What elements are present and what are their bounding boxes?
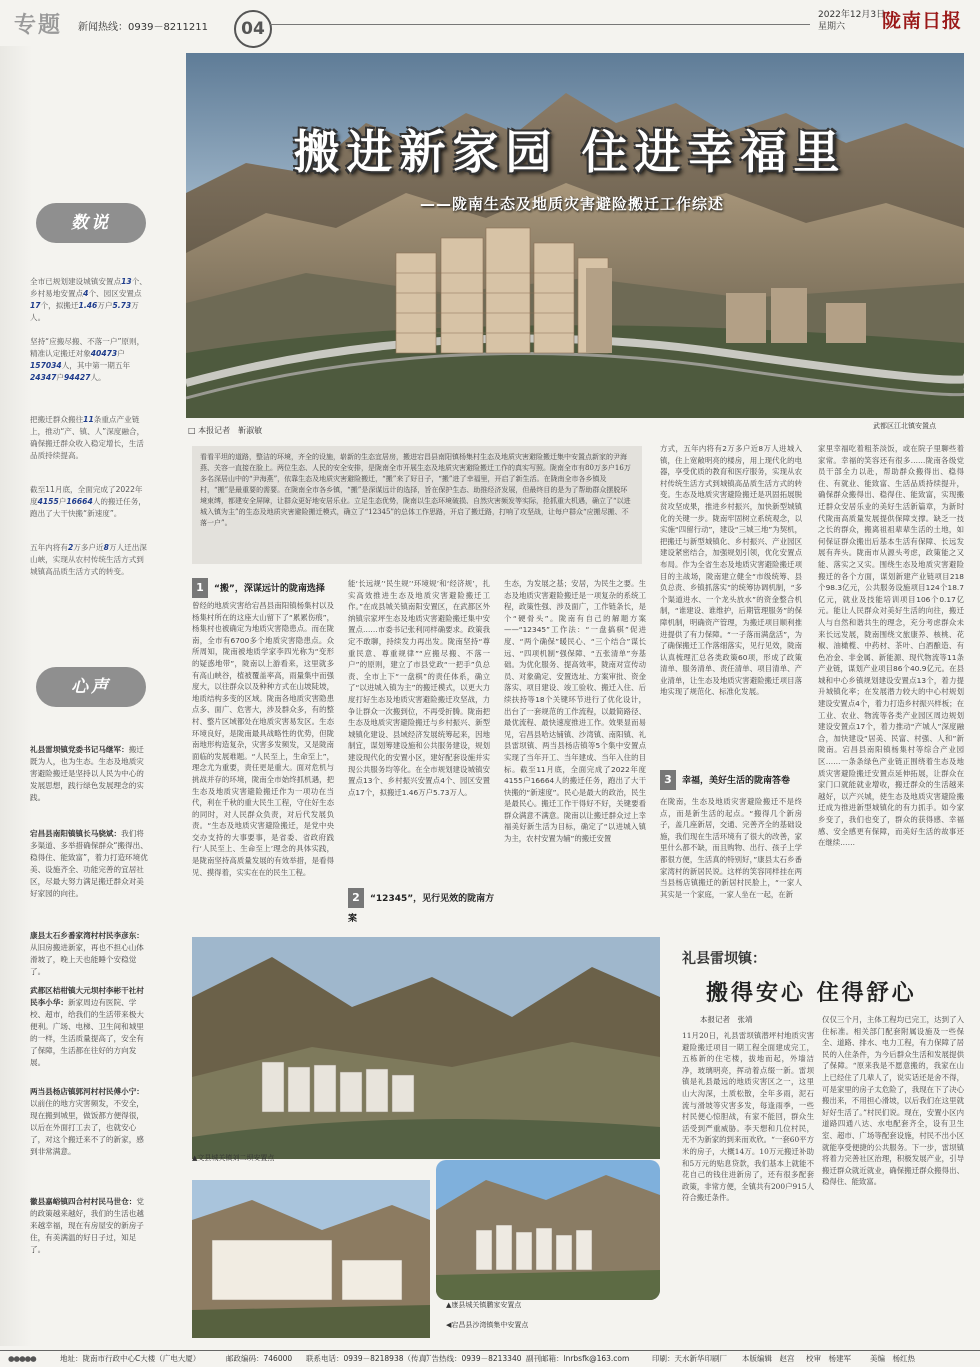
voice-quote (30, 1086, 148, 1158)
fact-text: 把搬迁群众搬往 (30, 415, 84, 424)
fact-text: 户 (117, 349, 125, 358)
hero-photo (186, 53, 964, 418)
fact-text: 人的搬迁任务，跑出了大干快搬“新速度”。 (30, 497, 146, 518)
voice-text: 以前住的地方灾害频发，不安全，现在搬到城里，做饭都方便得很，以后在外面打工去了，也就安心了，对这个搬迁来不了的新家，感到非常满意。 (30, 1099, 144, 1156)
fact-text: 户 (58, 497, 67, 506)
body-column-3: 生态，为发展之基；安居，为民生之要。生态及地质灾害避险搬迁是一项复杂的系统工程，政策性强、涉及面广，工作链条长，是个“硬骨头”。陇南有自己的解题方案——“12345”工作法：“一盘搞棋”促进度、“两个确保”暖民心、“三个结合”谋长远、“四项机制”强保障、“五张清单”夯基础。为优化服务、提高效率，陇南对宣传动员、对象确定、安置选址、方案审批、资金落实、项目建设、竣工验收、搬迁入住、后续扶持等18个关键环节进行了优化设计，出台了一套规范的工作流程，以最简路径、最优流程、最快速度推进工作。效果显而易见，宕昌县哈达铺镇、沙湾镇、南阳镇、礼县雷坝镇、两当县杨店镇等5个集中安置点实现了当年开工、当年建成、当年入住的目标。截至11月底，全面完成了2022年度4155户16664人的搬迁任务，跑出了大干快搬的“新速度”。民心是最大的政治，民生是最民心。搬迁工作干得好不好，关键要看群众满意不满意。陇南以让搬迁群众过上幸福美好新生活为目标，确定了“以进城入镇为主，农村安置为辅”的搬迁安置 (504, 579, 646, 844)
highlight-number: 16664 (66, 497, 93, 506)
highlight-number: 24347 (30, 373, 57, 382)
highlight-number: 4 (83, 289, 89, 298)
voice-speaker: 武都区桔柑镇大元坝村李彬干社村民李小华： (30, 986, 144, 1007)
highlight-number: 40473 (90, 349, 118, 358)
footer-editor: 本版编辑 赵宫 (742, 1354, 795, 1363)
voice-text: 新家周边有医院、学校、超市，给我们的生活带来极大便利。广场、电梯、卫生间和城里的一样，生活质量提高了，安全有了保障，生活都在往好的方向发展。 (30, 998, 144, 1067)
fact-text: 个、乡村易地安置点 (30, 277, 147, 298)
hero-caption: 武都区江北镇安置点 (873, 422, 936, 430)
article2-title: 搬得安心 住得舒心 (706, 980, 917, 1006)
article2-column-1: 11月20日，礼县雷坝镇潜坪村地质灾害避险搬迁项目一期工程全面建成完工，五栋新的住宅楼，拔地而起，外墙洁净，玻璃明亮，挥动着点缀一新。雷坝镇是礼县最远的地质灾害区之一，这里山大沟深，土质松散，全年多雨，泥石流与滑坡等灾害多发，每逢雨季，一些村民便心惊胆战，有家不能回，群众生活受到严重威胁。李天想和几位村民，无不为新家的到来而欢欣。“一套60平方米的房子，大概14万。10万元搬迁补助和5万元的贴息贷款，我们基本上就能不花自己的钱住进新房了，还有很多配套政策，非常方便，全镇共有200户915人符合搬迁条件。 (682, 1031, 814, 1203)
fact-text: 个、园区安置点 (88, 289, 142, 298)
data-fact (30, 336, 148, 384)
highlight-number: 13 (121, 277, 132, 286)
bottom-caption-3: ◀宕昌县沙湾镇集中安置点 (446, 1321, 529, 1329)
caption-text: 宕昌县沙湾镇集中安置点 (451, 1321, 529, 1329)
news-hotline: 新闻热线：0939－8211211 (78, 22, 208, 33)
body-column-4: 方式，五年内将有2万多户近8万人进城入镇，住上宽敞明亮的楼房，用上现代化的电器，享受优质的教育和医疗服务，实现从农村传统生活方式到城镇高品质生活方式的转变。生态及地质灾害避险搬迁是巩固拓展脱贫攻坚成果，推进乡村振兴，加快新型城镇化的关键一步。陇南牢固树立系统观念，以实施“四留行动”，建设“三城三地”为契机，把搬迁与新型城镇化、乡村振兴、产业园区建设紧密结合，加强规划引领，优化安置点布局。作为全省生态及地质灾害避险搬迁项目的主战场，陇南建立健全“市级统筹、县负总责、乡镇抓落实”的统筹协调机制，“多个渠道进水、一个龙头放水”的资金整合机制，“谁建设、谁维护，后期管理服务”的保障机制，明确资产管理，为搬迁项目顺利推进提供了有力保障。“一子落而满盘活”，为了确保搬迁工作落细落实，见行见效，陇南认真梳理汇总各类政策60项，形成了政策清单、服务清单、责任清单、项目清单、产业清单，让生态及地质灾害避险搬迁项目落地实现了规范化、标准化发展。 (660, 444, 802, 697)
highlight-number: 17 (30, 301, 41, 310)
caption-text: 文县城关镇刘二坝安置点 (197, 1154, 275, 1162)
page-number: 04 (234, 10, 272, 48)
data-fact (30, 542, 148, 578)
section-num: 3 (660, 770, 676, 790)
header-rule (270, 24, 810, 25)
fact-text: 万人迁出深山峡，实现从农村传统生活方式到城镇高品质生活方式的转变。 (30, 543, 147, 576)
fact-text: 截至11月底，全面完成了2022年度 (30, 485, 143, 506)
fact-text: 万多户近 (73, 543, 104, 552)
highlight-number: 1.46 (78, 301, 98, 310)
data-pill: 数说 (36, 203, 146, 243)
voice-speaker: 徽县嘉峪镇四合村村民马世仓： (30, 1197, 137, 1206)
section-title: “12345”，见行见效的陇南方案 (348, 894, 495, 924)
voices-pill: 心声 (36, 667, 146, 707)
highlight-number: 94427 (64, 373, 91, 382)
headline-subtitle: ——陇南生态及地质灾害避险搬迁工作综述 (420, 195, 725, 213)
byline-text: 本报记者 靳淑敏 (198, 426, 263, 435)
fact-text: 人。 (90, 373, 106, 382)
article2-column-2: 仅仅三个月，主体工程均已完工，达到了入住标准。相关部门配套附属设施及一些保全、道路、排水、电力工程，有力保障了居民的入住条件，为今后群众生活和发展提供了保障。“原来我是不愿意搬的，我家在山上已经住了几辈人了，说实话还是舍不得，可是家里的房子太危险了，我现在下了决心搬出来，不用担心滑坡，以后我们在这里就好好生活了。”村民们说。现在，安置小区内道路四通八达、水电配套齐全，设有卫生室、超市、广场等配套设施，村民不出小区就能享受便捷的公共服务。下一步，雷坝镇将着力完善社区治理，积极发展产业，引导搬迁群众就近就业，确保搬迁群众搬得出、稳得住、能致富。 (822, 1015, 964, 1187)
footer-printer: 印刷：天水新华印刷厂 (652, 1354, 727, 1363)
page-footer (0, 1350, 980, 1367)
article2-kicker: 礼县雷坝镇： (682, 951, 766, 967)
fact-text: 万户 (97, 301, 113, 310)
voice-speaker: 康县太石乡番家湾村村民李彦东： (30, 931, 144, 940)
voice-text: 我们将多渠道、多举措确保群众“搬得出、稳得住、能致富”，着力打造环境优美、设施齐全、功能完善的宜居社区，尽最大努力满足搬迁群众对美好家园的向往。 (30, 829, 148, 898)
highlight-number: 5.73 (112, 301, 132, 310)
body-column-5: 在陇南，生态及地质灾害避险搬迁不是终点，而是新生活的起点。“搬得几个新房子，盖几座新居，交通、完善齐全的基础设施，我们现在生活环境有了很大的改善，家里什么都不缺，而且购物、出行、孩子上学都很方便，生活真的特别好，”康县太石乡番家湾村的新居民说。这样的笑容同样挂在两当县杨店镇搬迁的新居村民脸上，“一家人其实是一个家庭，一家人坐在一起，在新 (660, 797, 802, 899)
highlight-number: 8 (103, 543, 109, 552)
voice-quote (30, 828, 148, 900)
footer-phone: 联系电话：0939－8218938（传真） (306, 1354, 434, 1363)
voice-text: 党的政策越来越好，我们的生活也越来越幸福，现在有房屋安的新房子住，有美满温的好日子过，知足了。 (30, 1197, 144, 1254)
voice-speaker: 两当县杨店镇郭河村村民傅小宁： (30, 1087, 144, 1096)
bottom-photo-large (192, 937, 660, 1159)
bottom-caption-1: ▲文县城关镇刘二坝安置点 (192, 1154, 275, 1162)
fact-text: 五年内将有 (30, 543, 68, 552)
weekday-text: 星期六 (818, 22, 846, 32)
highlight-number: 11 (83, 415, 94, 424)
article-intro: 看看平坦的道路，整洁的环境，齐全的设施，崭新的生态宜居房，搬进宕昌县南阳镇杨集村生态及地质灾害避险搬迁集中安置点新家的尹海燕、关容一直接在脸上。两位生态、人民的安全安排，是陇南全市开展生态及地质灾害避险搬迁工作的真实写照。陇南全市有80万多户16万多名深居山中的“尹海燕”，依靠生态及地质灾害避险搬迁，“搬”来了好日子，“搬”进了幸福里，开启了新生活。在陇南全市各乡镇及村，“搬”是最重要的需要。在陇南全市各乡镇，“搬”是深谋远计的选择，旨在保护生态、助推经济发展，但最终目的是为了帮助群众摆脱环境束缚，都建安全屏障，让群众更好地安居乐业。立足生态优势，陇南以生态环境破损、自然灾害频发等实际，抢抓重大机遇，确立了“以进城入镇为主”的生态及地质灾害避险搬迁模式，确立了“12345”的总体工作思路，开启了搬迁路，打响了攻坚战，让每户群众“应搬尽搬、不落一户”。 (192, 446, 642, 564)
fact-text: 户 (56, 373, 65, 382)
body-column-2: 能‘长远规’‘民生规’‘环境规’和‘经济规’，扎实高效推进生态及地质灾害避险搬迁工作。”在成县城关镇南阳安置区，在武都区外纳镇宗家坪生态及地质灾害避险搬迁集中安置点……市委书记张利同样确要求。政策我定不敢聊，持续发力再出发。陇南坚持“尊重民意、尊重规律”“应搬尽搬、不落一户”的原则，建立了市县党政“一把手”负总责、全市上下“一盘棋”的责任体系，确立了“以进城入镇为主”的搬迁模式，以更大力度打好生态及地质灾害避险搬迁攻坚战，力争让群众一次搬到位，不再受折腾。陇南把生态及地质灾害避险搬迁与乡村振兴、新型城镇化建设、县域经济发展统筹起来，因地制宜，谋划筹建设施和公共服务建设，规划建设现代化的安置小区，建好配套设施并实现公共服务均等化。在全市规划建设城镇安置点13个、乡村振兴安置点4个、园区安置点17个，拟搬迁1.46万户5.73万人。 (348, 579, 490, 797)
section-num: 1 (192, 578, 208, 598)
article2-byline: 本报记者 张靖 (700, 1015, 753, 1024)
highlight-number: 4155 (37, 497, 59, 506)
bottom-caption-2: ▲康县城关镇鹏家安置点 (446, 1301, 522, 1309)
section-title: 幸福，美好生活的陇南答卷 (682, 776, 791, 786)
voice-text: 搬迁既为人，也为生态。生态及地质灾害避险搬迁是坚持以人民为中心的发展思想，践行绿色发展理念的实践。 (30, 745, 144, 802)
page-header (0, 0, 980, 46)
bottom-photo-left (192, 1180, 430, 1338)
voice-speaker: 宕昌县南阳镇镇长马骁斌： (30, 829, 122, 838)
footer-address: 地址：陇南市行政中心C大楼（广电大厦） (60, 1354, 201, 1363)
fact-text: 全市已规划建设城镇安置点 (30, 277, 122, 286)
footer-postcode: 邮政编码：746000 (226, 1354, 293, 1363)
voice-speaker: 礼县雷坝镇党委书记马继军： (30, 745, 129, 754)
footer-email: 副刊邮箱：lnrbsfk@163.com (526, 1354, 630, 1363)
section-title: “搬”，深谋远计的陇南选择 (214, 584, 325, 594)
footer-art: 美编 杨红热 (870, 1354, 915, 1363)
fact-text: 个，拟搬迁 (40, 301, 79, 310)
footer-proof: 校审 杨建军 (806, 1354, 851, 1363)
data-fact (30, 484, 148, 520)
square-icon: □ (188, 426, 199, 435)
headline: 搬进新家园 住进幸福里 (293, 125, 847, 179)
highlight-number: 157034 (30, 361, 62, 370)
fact-text: 坚持“应搬尽搬、不落一户”原则，精准认定搬迁对象 (30, 337, 145, 358)
section-head-2 (348, 888, 498, 924)
body-column-1: 曾经的地质灾害给宕昌县南阳镇杨集村以及杨集村所在的这座大山留下了“累累伤痕”，杨集村也被确定为地质灾害隐患点。而在陇南，全市有6700多个地质灾害隐患点。众所周知，陇南被地质学家李四光称为“变形的疑惑地带”，陇南以上游看来，这里就多有高山峡谷，植被覆盖率高，雨量集中而强度大，以往群众以及种种方式在山坡陡坡，地质结构多变的区域。陇南各地质灾害隐患点多、面广、危害大，涉及群众多，有的整村、整片区域都处在地质灾害易发区。生态环境良好，是陇南最具战略性的优势，但陇南地形构造复杂，灾害多发频发，又是陇南面临的发展难题。“人民至上，生命至上”，理念尤为重要，责任更是重大。面对危机与挑战并存的环境，陇南全市始终抓机遇，把生态及地质灾害避险搬迁作为一项功在当代，利在千秋的重大民生工程，守住好生态的同时，对人民群众负责，对后代发展负责。“生态及地质灾害避险搬迁，是党中央交办支持的大事要事，是省委、省政府践行‘人民至上、生命至上’理念的具体实践，是陇南坚持高质量发展的有效举措，是看得见、摸得着，实实在在的民生工程。 (192, 601, 334, 877)
section-head-3 (660, 770, 800, 790)
voice-quote (30, 1196, 148, 1256)
data-fact (30, 276, 148, 324)
fact-text: 万人。 (30, 301, 139, 322)
issue-date (818, 9, 885, 33)
section-num: 2 (348, 888, 364, 908)
date-text: 2022年12月3日 (818, 10, 886, 20)
bottom-photo-right (436, 1160, 660, 1300)
voice-quote (30, 930, 148, 978)
footer-dots: ●●●●● (8, 1354, 36, 1363)
section-head-1 (192, 578, 334, 598)
voice-text: 从旧房搬进新家，再也不担心山体滑坡了，晚上天也能睡个安稳觉了。 (30, 943, 144, 976)
caption-text: 康县城关镇鹏家安置点 (451, 1301, 522, 1309)
masthead-logo: 陇南日报 (882, 10, 963, 32)
article-byline (188, 425, 262, 436)
fact-text: 人，其中第一期五年 (61, 361, 131, 370)
fact-text: 条重点产业链上，推动“产、镇、人”深度融合，确保搬迁群众收入稳定增长，生活品质持续提高。 (30, 415, 145, 460)
body-column-6: 家里幸福吃着粗茶淡饭，或在院子里聊些着家常。幸福的笑容还有很多……陇南各级党员干部全力以赴，帮助群众搬得出、稳得住、有就业、能致富、生活品质持续提升，确保群众搬得出、稳得住、能致富，实现搬迁群众安居乐业的美好生活新篇章，为新时代陇南高质量发展提供保障支撑。缺乏一技之长的群众，搬离祖祖辈辈生活的土地，如何保证群众搬出后基本生活有保障、长远发展有奔头。陇南市从源头考虑，政策能之又能、落实之又实。围绕生态及地质灾害避险搬迁的各个方面，谋划新建产业链项目218个98.3亿元，公共服务设施项目124个18.7亿元，就业及技能培训项目106个0.17亿元。能让人民群众对美好生活的向往，搬迁人与自然和谐共生的理念，充分考虑群众未来长远发展，陇南围绕文旅康养、核桃、花椒、油橄榄、中药材、茶叶、白酒酿造、有色冶金、非金属、新能源、现代物流等11条产业链，谋划产业项目86个40.9亿元。在县城和中心乡镇规划建设安置点13个，着力提升城镇化率；在发展潜力较大的中心村规划建设安置点4个，着力打造乡村振兴样板；在工业、农业、物流等各类产业园区周边规划建设安置点17个，着力推动“产城人”深度融合，加快建设“居美、民富、村强、人和”新陇南。宕昌县南阳镇杨集村等综合产业园区……一条条绿色产业链正围绕着生态及地质灾害避险搬迁安置点延伸拓展，让群众在家门口就能就业增收，搬迁群众的生活越来越好，以产兴城，使生态及地质灾害避险搬迁成为推进新型城镇化的有力抓手。如今家乡变了，我们也变了，群众的获得感、幸福感、安全感更有保障，而美好生活的故事还在继续…… (818, 444, 964, 848)
highlight-number: 2 (67, 543, 74, 552)
section-label: 专题 (14, 13, 63, 38)
data-fact (30, 414, 148, 462)
voice-quote (30, 985, 148, 1069)
voice-quote (30, 744, 148, 804)
footer-ad: 广告热线：0939－8213340 (424, 1354, 522, 1363)
